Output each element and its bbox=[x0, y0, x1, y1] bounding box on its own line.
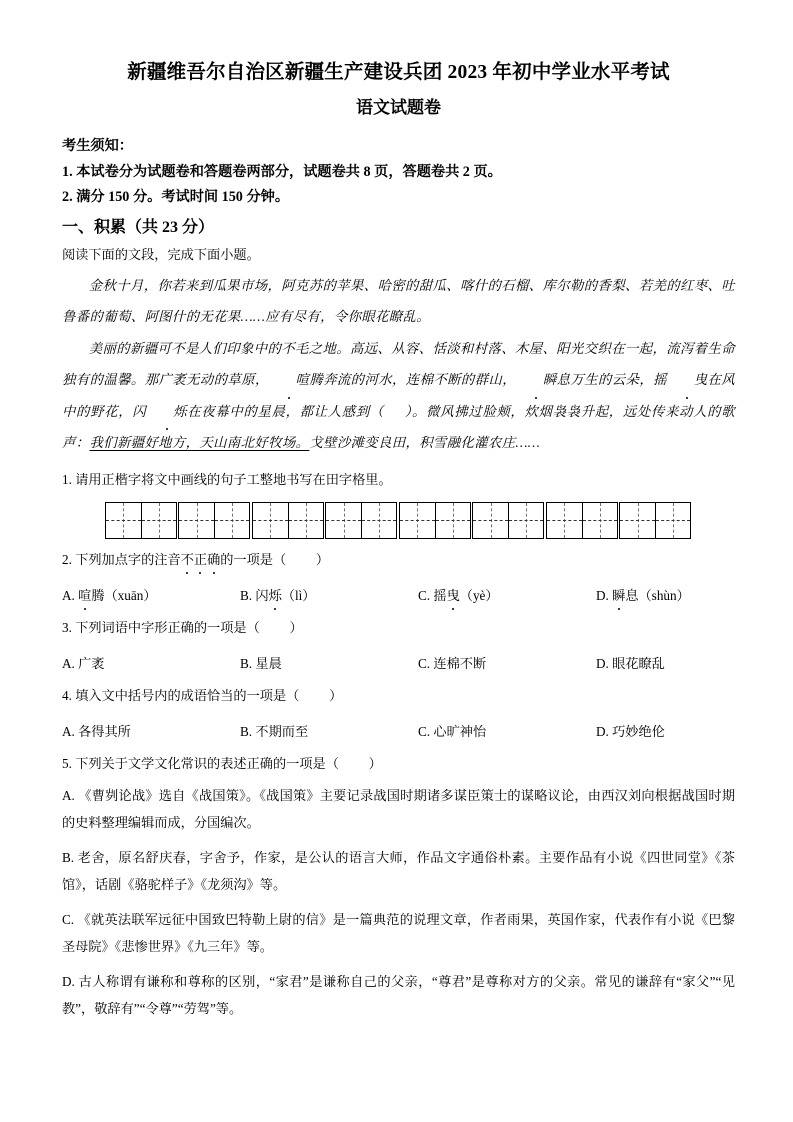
option-5-b-label: B. bbox=[62, 849, 75, 865]
question-3-options bbox=[62, 652, 735, 675]
option-5-a-label: A. bbox=[62, 787, 75, 803]
option-2-a-pinyin: （xuān） bbox=[104, 587, 157, 603]
tianzige-cell[interactable] bbox=[326, 503, 361, 538]
option-2-c-pinyin: （yè） bbox=[459, 587, 499, 603]
option-5-c-text: 《就英法联军远征中国致巴特勒上尉的信》是一篇典范的说理文章，作者雨果，英国作家，代表作有小说《巴黎圣母院》《悲惨世界》《九三年》等。 bbox=[62, 911, 735, 954]
option-3-d-text: 眼花瞭乱 bbox=[612, 655, 665, 671]
tianzige-group[interactable] bbox=[399, 502, 471, 539]
option-2-c-word-2: 曳 bbox=[447, 584, 460, 607]
option-5-a[interactable] bbox=[62, 782, 735, 837]
option-4-b[interactable] bbox=[240, 720, 418, 743]
section-heading: 一、积累（共 23 分） bbox=[62, 218, 215, 236]
option-2-a[interactable] bbox=[62, 584, 240, 607]
notice-line-2: 2. 满分 150 分。考试时间 150 分钟。 bbox=[62, 189, 290, 205]
question-5-text-c: ） bbox=[368, 755, 382, 771]
question-5-stem bbox=[62, 752, 735, 775]
option-5-c[interactable] bbox=[62, 906, 735, 961]
option-4-b-label: B. bbox=[240, 723, 253, 739]
question-3-stem bbox=[62, 616, 735, 639]
question-4-text-a: 填入文中括号内的成语恰当的一项是（ bbox=[75, 687, 300, 703]
passage-p1-text: 金秋十月，你若来到瓜果市场，阿克苏的苹果、哈密的甜瓜、喀什的石榴、库尔勒的香梨、若羌的红枣、吐鲁番的葡萄、阿图什的无花果……应有尽有，令你眼花瞭乱。 bbox=[62, 277, 735, 324]
emphasis-char-xuan: 喧 bbox=[269, 364, 310, 396]
option-5-a-text: 《曹刿论战》选自《战国策》。《战国策》主要记录战国时期诸多谋臣策士的谋略议论，由西汉刘向根据战国时期的史料整理编辑而成，分国编次。 bbox=[62, 787, 736, 830]
emphasis-char-zheng: 正 bbox=[194, 548, 207, 571]
option-3-c[interactable] bbox=[418, 652, 596, 675]
question-1-text: 请用正楷字将文中画线的句子工整地书写在田字格里。 bbox=[75, 471, 392, 487]
option-4-c-label: C. bbox=[418, 723, 431, 739]
option-2-c-word-1: 摇 bbox=[433, 587, 447, 603]
notice-line-1: 1. 本试卷分为试题卷和答题卷两部分，试题卷共 8 页，答题卷共 2 页。 bbox=[62, 163, 502, 180]
option-3-b[interactable] bbox=[240, 652, 418, 675]
question-5-blank[interactable] bbox=[339, 756, 369, 771]
option-4-b-text: 不期而至 bbox=[255, 723, 309, 739]
question-3-blank[interactable] bbox=[260, 620, 290, 635]
option-4-d-text: 巧妙绝伦 bbox=[612, 723, 665, 739]
tianzige-cell[interactable] bbox=[361, 503, 396, 538]
option-2-c-label: C. bbox=[418, 587, 431, 603]
question-2-text-b: 的一项是（ bbox=[220, 551, 287, 567]
emphasis-char-shuo: 烁 bbox=[146, 396, 187, 428]
tianzige-cell[interactable] bbox=[435, 503, 470, 538]
question-4-stem bbox=[62, 684, 735, 707]
tianzige-group[interactable] bbox=[325, 502, 397, 539]
tianzige-writing-grid[interactable] bbox=[105, 502, 693, 539]
emphasis-char-bu: 不 bbox=[181, 548, 194, 571]
option-3-a[interactable] bbox=[62, 652, 240, 675]
tianzige-cell[interactable] bbox=[214, 503, 249, 538]
option-2-b[interactable] bbox=[240, 584, 418, 607]
option-2-d[interactable] bbox=[596, 584, 690, 607]
tianzige-cell[interactable] bbox=[141, 503, 176, 538]
question-2-number: 2. bbox=[62, 551, 72, 567]
option-3-d-label: D. bbox=[596, 655, 609, 671]
notice-heading: 考生须知： bbox=[62, 138, 133, 154]
question-4-text-c: ） bbox=[329, 687, 343, 703]
option-4-a-text: 各得其所 bbox=[78, 723, 131, 739]
option-2-a-word-1: 喧 bbox=[78, 584, 91, 607]
option-5-b[interactable] bbox=[62, 844, 735, 899]
tianzige-cell[interactable] bbox=[288, 503, 323, 538]
option-2-d-word-2: 息 bbox=[625, 587, 639, 603]
question-3-text-a: 下列词语中字形正确的一项是（ bbox=[75, 619, 260, 635]
option-2-b-word-1: 闪 bbox=[255, 587, 269, 603]
option-4-a[interactable] bbox=[62, 720, 240, 743]
question-1-stem bbox=[62, 468, 735, 491]
option-3-d[interactable] bbox=[596, 652, 665, 675]
candidate-notice bbox=[62, 134, 735, 211]
question-2-options bbox=[62, 584, 735, 607]
option-2-c[interactable] bbox=[418, 584, 596, 607]
emphasis-char-ye: 曳 bbox=[667, 364, 708, 396]
question-4-blank[interactable] bbox=[299, 688, 329, 703]
passage-p2-seg-g: 戈壁沙滩变良田，积雪融化灌农庄…… bbox=[309, 435, 540, 450]
tianzige-cell[interactable] bbox=[400, 503, 435, 538]
tianzige-cell[interactable] bbox=[582, 503, 617, 538]
option-3-b-label: B. bbox=[240, 655, 253, 671]
passage-blank-space bbox=[384, 404, 405, 419]
option-4-a-label: A. bbox=[62, 723, 75, 739]
tianzige-group[interactable] bbox=[619, 502, 691, 539]
passage-p2-seg-b: 腾奔流的河水，连棉不断的群山， bbox=[309, 372, 517, 387]
tianzige-cell[interactable] bbox=[473, 503, 508, 538]
option-2-b-label: B. bbox=[240, 587, 253, 603]
tianzige-group[interactable] bbox=[105, 502, 177, 539]
question-2-stem bbox=[62, 548, 735, 571]
question-4-number: 4. bbox=[62, 687, 72, 703]
option-4-d[interactable] bbox=[596, 720, 665, 743]
passage-p2-seg-e: 在夜幕中的星晨，都让人感到（ bbox=[186, 403, 384, 419]
question-4-options bbox=[62, 720, 735, 743]
question-3-number: 3. bbox=[62, 619, 72, 635]
option-2-b-word-2: 烁 bbox=[269, 584, 282, 607]
question-3-text-c: ） bbox=[289, 619, 303, 635]
option-2-d-word-1: 瞬 bbox=[612, 584, 625, 607]
tianzige-group[interactable] bbox=[178, 502, 250, 539]
option-5-d-label: D. bbox=[62, 973, 75, 989]
passage-p2-seg-f: ）。微风拂过脸颊，炊烟袅袅升起，远处传来动人的歌声： bbox=[62, 403, 735, 450]
page-title: 新疆维吾尔自治区新疆生产建设兵团 2023 年初中学业水平考试 bbox=[127, 62, 670, 83]
option-3-a-text: 广袤 bbox=[78, 655, 105, 671]
option-5-b-text: 老舍，原名舒庆春，字舍予，作家，是公认的语言大师，作品文字通俗朴素。主要作品有小说《四世同堂》《茶馆》，话剧《骆驼样子》《龙须沟》等。 bbox=[62, 849, 735, 892]
passage-underlined-sentence: 我们新疆好地方，天山南北好牧场。 bbox=[89, 435, 310, 450]
passage-p2-seg-d: 在风中的野花，闪 bbox=[62, 372, 736, 419]
question-2-blank[interactable] bbox=[286, 552, 316, 567]
tianzige-cell[interactable] bbox=[508, 503, 543, 538]
option-3-c-label: C. bbox=[418, 655, 431, 671]
passage-paragraph-2 bbox=[62, 333, 735, 459]
question-2-text-c: ） bbox=[315, 551, 330, 567]
option-3-c-text: 连棉不断 bbox=[433, 655, 487, 671]
tianzige-group[interactable] bbox=[252, 502, 324, 539]
option-4-c-text: 心旷神怡 bbox=[433, 723, 487, 739]
reading-passage bbox=[62, 270, 735, 459]
option-5-d-text: 古人称谓有谦称和尊称的区别，“家君”是谦称自己的父亲，“尊君”是尊称对方的父亲。常见的谦辞有“家父”“见教”，敬辞有”“令尊”“劳驾”等。 bbox=[62, 973, 736, 1016]
tianzige-cell[interactable] bbox=[620, 503, 655, 538]
option-2-b-pinyin: （lì） bbox=[281, 587, 316, 603]
emphasis-char-que: 确 bbox=[207, 548, 220, 571]
option-4-d-label: D. bbox=[596, 723, 609, 739]
writing-grid-wrapper bbox=[62, 502, 735, 539]
emphasis-char-shun: 瞬 bbox=[516, 364, 557, 396]
option-5-c-label: C. bbox=[62, 911, 75, 927]
question-1-number: 1. bbox=[62, 471, 72, 487]
option-2-d-label: D. bbox=[596, 587, 609, 603]
option-3-b-text: 星晨 bbox=[255, 655, 282, 671]
option-4-c[interactable] bbox=[418, 720, 596, 743]
tianzige-cell[interactable] bbox=[547, 503, 582, 538]
tianzige-cell[interactable] bbox=[655, 503, 690, 538]
tianzige-cell[interactable] bbox=[106, 503, 141, 538]
option-2-a-label: A. bbox=[62, 587, 75, 603]
passage-p2-seg-c: 息万生的云朵，摇 bbox=[556, 372, 667, 387]
tianzige-cell[interactable] bbox=[253, 503, 288, 538]
option-3-a-label: A. bbox=[62, 655, 75, 671]
question-5-text-a: 下列关于文学文化常识的表述正确的一项是（ bbox=[75, 755, 339, 771]
passage-paragraph-1 bbox=[62, 270, 735, 333]
option-5-d[interactable] bbox=[62, 968, 735, 1023]
passage-p2-seg-a: 美丽的新疆可不是人们印象中的不毛之地。高远、从容、恬淡和村落、木屋、阳光交织在一起，流泻着生命独有的温馨。那广袤无动的草原， bbox=[62, 340, 735, 387]
tianzige-group[interactable] bbox=[546, 502, 618, 539]
option-2-a-word-2: 腾 bbox=[91, 587, 105, 603]
section-lead: 阅读下面的文段，完成下面小题。 bbox=[62, 246, 260, 262]
tianzige-group[interactable] bbox=[472, 502, 544, 539]
page-subtitle: 语文试题卷 bbox=[356, 98, 441, 117]
question-5-number: 5. bbox=[62, 755, 72, 771]
option-2-d-pinyin: （shùn） bbox=[638, 587, 690, 603]
question-2-text-a: 下列加点字的注音 bbox=[75, 551, 181, 567]
tianzige-cell[interactable] bbox=[179, 503, 214, 538]
